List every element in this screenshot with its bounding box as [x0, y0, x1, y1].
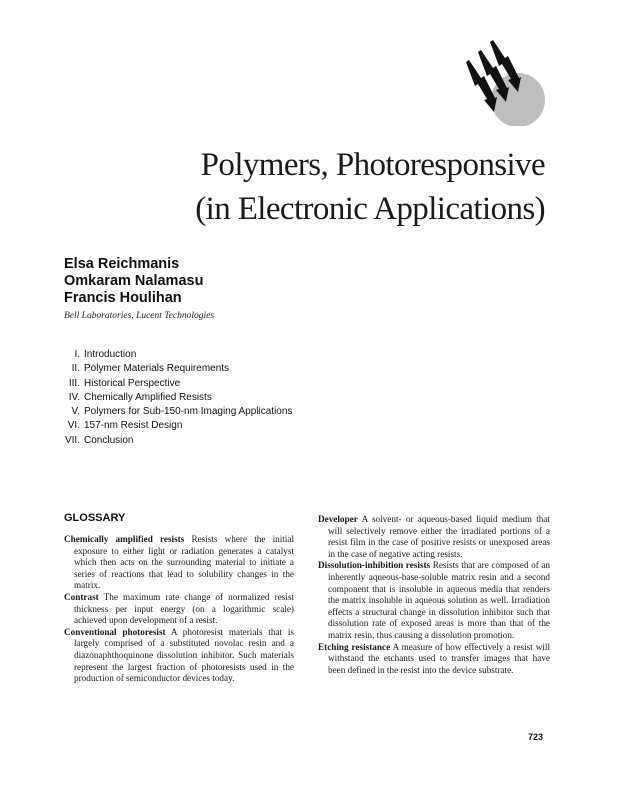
toc-number: VI.: [67, 420, 80, 432]
glossary-definition: The maximum rate change of normalized resist thickness per input energy (on a logarithmic scale) achieved upon development of a resist.: [74, 591, 294, 626]
toc-item: [52, 391, 292, 405]
article-title: [195, 143, 545, 231]
glossary-column-left: [64, 534, 294, 685]
glossary-definition: A measure of how effectively a resist will withstand the etchants used to transfer images that have been defined in the resist into the device substrate.: [328, 641, 550, 675]
glossary-entry: [64, 534, 294, 592]
toc-number: I.: [74, 349, 80, 360]
glossary-entry: [64, 592, 294, 627]
toc-label: Chemically Amplified Resists: [84, 391, 212, 403]
toc-number: VII.: [64, 434, 80, 446]
toc-label: Introduction: [84, 349, 137, 360]
toc-item: [52, 405, 292, 419]
toc-item: [52, 377, 292, 391]
page-number: 723: [528, 732, 544, 742]
glossary-term: Contrast: [64, 591, 99, 602]
glossary-entry: [318, 514, 550, 560]
glossary-definition: Resists where the initial exposure to either light or radiation generates a catalyst which then acts on the surrounding material to initiate a series of reactions that lead to solubility changes in the matrix.: [74, 534, 295, 591]
toc-label: Historical Perspective: [84, 377, 181, 389]
toc-item: [52, 434, 292, 448]
title-line-1: Polymers, Photoresponsive: [200, 147, 545, 183]
glossary-definition: Resists that are composed of an inherently aqueous-base-soluble matrix resin and a second component that is insoluble in aqueous media that renders the matrix insoluble in aqueous solution as well. Irradiation effects a structural change in dissolution inhibitor such that dissolution rate of exposed areas is more than that of the matrix resin, thus causing a dissolution promotion.: [328, 560, 550, 640]
toc-label: Polymers for Sub-150-nm Imaging Applications: [84, 406, 293, 418]
toc-number: II.: [71, 363, 80, 375]
glossary-definition: A solvent- or aqueous-based liquid medium that will selectively remove either the irradiated portions of a resist film in the case of positive resists or unexposed areas in the case of negative acting resists.: [328, 514, 550, 559]
author-name: Elsa Reichmanis: [64, 256, 180, 272]
toc-label: Polymer Materials Requirements: [84, 363, 230, 375]
glossary-term: Etching resistance: [318, 641, 391, 652]
glossary-term: Dissolution-inhibition resists: [318, 560, 431, 571]
glossary-term: Chemically amplified resists: [64, 534, 185, 544]
glossary-entry: [318, 560, 550, 641]
lightning-bolts-circle-icon: [462, 40, 548, 126]
toc-item: [52, 348, 292, 362]
glossary-entry: [318, 642, 550, 677]
author-name: Francis Houlihan: [64, 290, 182, 306]
glossary-entry: [64, 627, 294, 685]
glossary-term: Developer: [318, 514, 358, 524]
toc-number: V.: [71, 406, 80, 418]
table-of-contents: [52, 348, 292, 448]
glossary-heading: GLOSSARY: [64, 512, 126, 524]
toc-label: Conclusion: [84, 434, 134, 446]
toc-label: 157-nm Resist Design: [84, 420, 183, 432]
affiliation: Bell Laboratories, Lucent Technologies: [64, 311, 215, 321]
toc-number: IV.: [68, 391, 80, 403]
glossary-term: Conventional photoresist: [64, 626, 166, 637]
toc-number: III.: [68, 377, 80, 389]
toc-item: [52, 419, 292, 433]
toc-item: [52, 362, 292, 376]
glossary-definition: A photoresist materials that is largely comprised of a substituted novolac resin and a diazonaphthoquinone dissolution inhibitor. Such materials represent the largest fraction of photoresists used in the production of semiconductor devices today.: [74, 626, 294, 684]
author-block: [64, 256, 214, 321]
title-line-2: (in Electronic Applications): [195, 191, 545, 227]
author-name: Omkaram Nalamasu: [64, 273, 204, 289]
glossary-column-right: [318, 514, 550, 676]
